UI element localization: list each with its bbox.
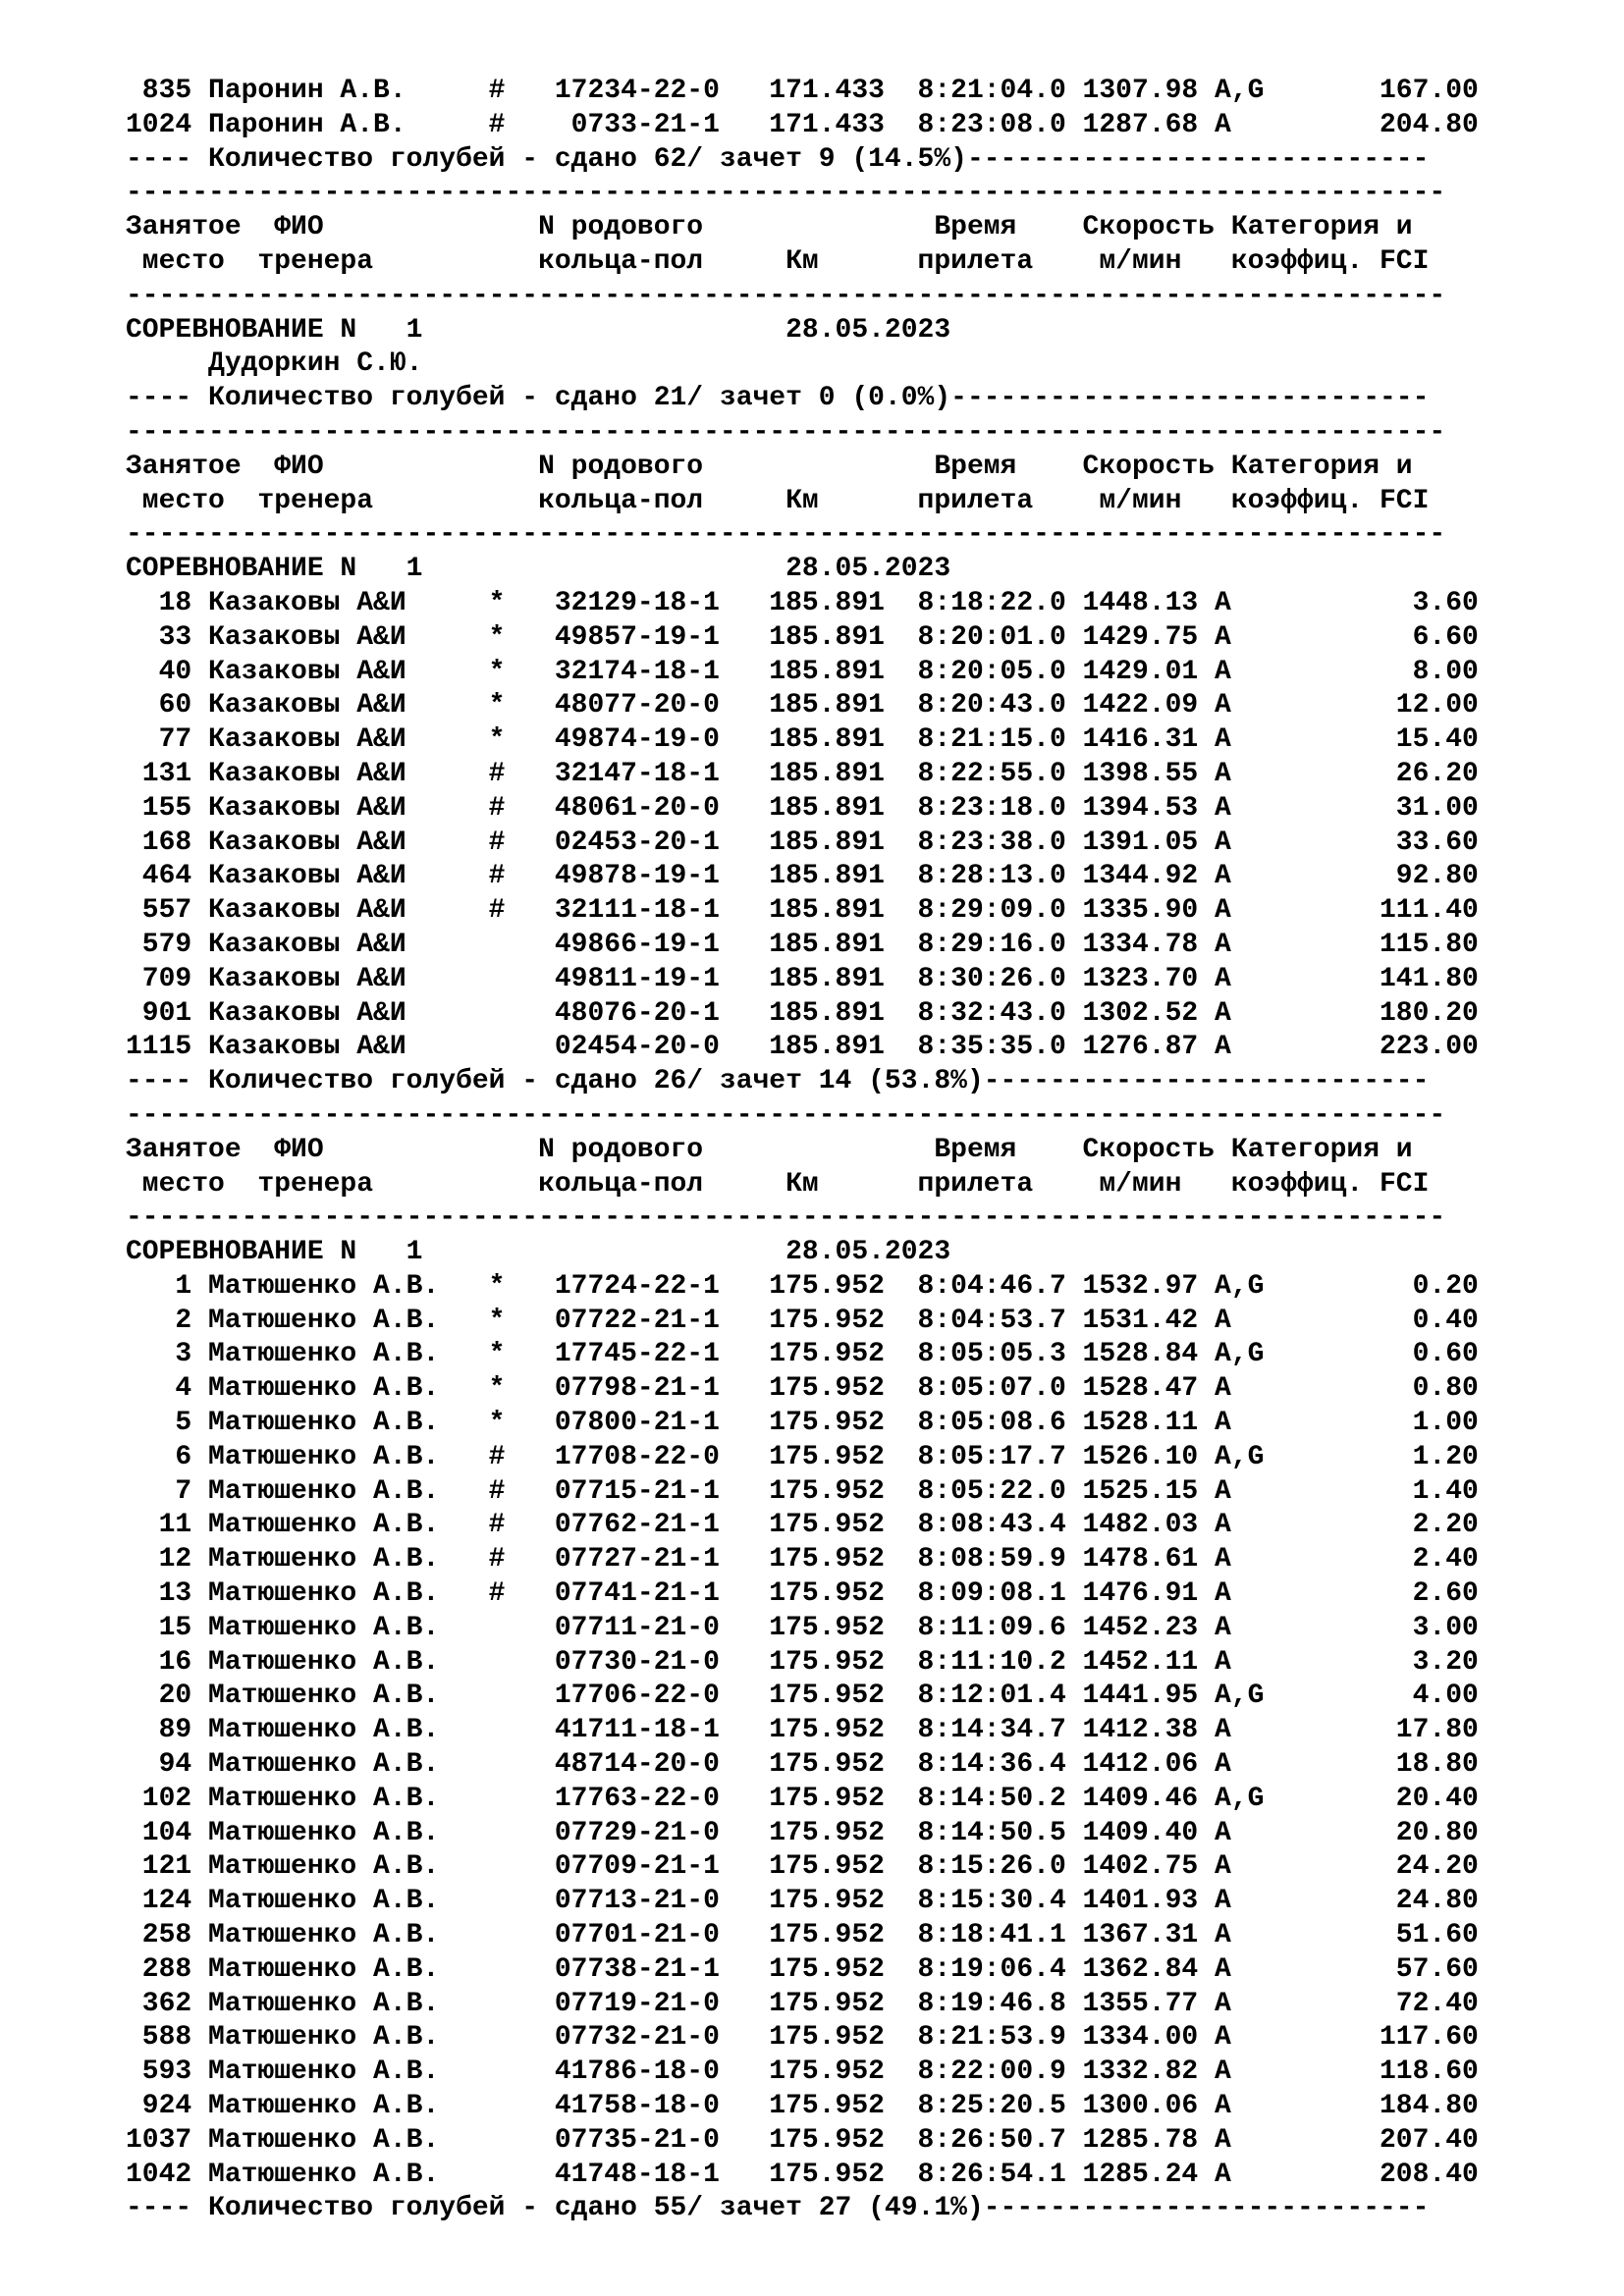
text-line: 6 Матюшенко А.В. # 17708-22-0 175.952 8:05:17.7 1526.10 A,G 1.20	[126, 1441, 1479, 1472]
text-line: --------------------------------------------------------------------------------	[126, 1099, 1446, 1131]
text-line: 258 Матюшенко А.В. 07701-21-0 175.952 8:18:41.1 1367.31 A 51.60	[126, 1920, 1479, 1951]
text-line: место тренера кольца-пол Км прилета м/мин коэффиц. FCI	[126, 1168, 1430, 1200]
text-line: 1042 Матюшенко А.В. 41748-18-1 175.952 8:26:54.1 1285.24 A 208.40	[126, 2159, 1479, 2190]
text-line: 901 Казаковы А&И 48076-20-1 185.891 8:32:43.0 1302.52 A 180.20	[126, 997, 1479, 1029]
text-line: 924 Матюшенко А.В. 41758-18-0 175.952 8:25:20.5 1300.06 A 184.80	[126, 2091, 1479, 2122]
text-line: 7 Матюшенко А.В. # 07715-21-1 175.952 8:05:22.0 1525.15 A 1.40	[126, 1475, 1479, 1507]
text-line: ---- Количество голубей - сдано 62/ зачет 9 (14.5%)----------------------------	[126, 143, 1430, 175]
text-line: 104 Матюшенко А.В. 07729-21-0 175.952 8:14:50.5 1409.40 A 20.80	[126, 1817, 1479, 1848]
text-line: 94 Матюшенко А.В. 48714-20-0 175.952 8:14:36.4 1412.06 A 18.80	[126, 1749, 1479, 1781]
text-line: 102 Матюшенко А.В. 17763-22-0 175.952 8:14:50.2 1409.46 A,G 20.40	[126, 1783, 1479, 1814]
text-line: 579 Казаковы А&И 49866-19-1 185.891 8:29:16.0 1334.78 A 115.80	[126, 929, 1479, 960]
text-line: 362 Матюшенко А.В. 07719-21-0 175.952 8:19:46.8 1355.77 A 72.40	[126, 1988, 1479, 2019]
text-line: 4 Матюшенко А.В. * 07798-21-1 175.952 8:05:07.0 1528.47 A 0.80	[126, 1373, 1479, 1405]
text-line: 13 Матюшенко А.В. # 07741-21-1 175.952 8:09:08.1 1476.91 A 2.60	[126, 1578, 1479, 1610]
text-line: 5 Матюшенко А.В. * 07800-21-1 175.952 8:05:08.6 1528.11 A 1.00	[126, 1408, 1479, 1439]
text-line: Занятое ФИО N родового Время Скорость Категория и	[126, 212, 1413, 243]
text-line: 835 Паронин А.В. # 17234-22-0 171.433 8:21:04.0 1307.98 A,G 167.00	[126, 76, 1479, 106]
text-line: 1037 Матюшенко А.В. 07735-21-0 175.952 8:26:50.7 1285.78 A 207.40	[126, 2124, 1479, 2156]
text-line: 557 Казаковы А&И # 32111-18-1 185.891 8:29:09.0 1335.90 A 111.40	[126, 895, 1479, 927]
text-line: 155 Казаковы А&И # 48061-20-0 185.891 8:23:18.0 1394.53 A 31.00	[126, 792, 1479, 824]
text-line: 121 Матюшенко А.В. 07709-21-1 175.952 8:15:26.0 1402.75 A 24.20	[126, 1851, 1479, 1883]
text-line: 464 Казаковы А&И # 49878-19-1 185.891 8:28:13.0 1344.92 A 92.80	[126, 861, 1479, 892]
text-line: СОРЕВНОВАНИЕ N 1 28.05.2023	[126, 1237, 951, 1268]
text-line: 77 Казаковы А&И * 49874-19-0 185.891 8:21:15.0 1416.31 A 15.40	[126, 724, 1479, 756]
text-line: ---- Количество голубей - сдано 26/ зачет 14 (53.8%)---------------------------	[126, 1066, 1430, 1097]
text-line: Занятое ФИО N родового Время Скорость Категория и	[126, 451, 1413, 482]
text-line: --------------------------------------------------------------------------------	[126, 178, 1446, 209]
text-line: 33 Казаковы А&И * 49857-19-1 185.891 8:20:01.0 1429.75 A 6.60	[126, 621, 1479, 653]
text-line: --------------------------------------------------------------------------------	[126, 519, 1446, 551]
text-line: 709 Казаковы А&И 49811-19-1 185.891 8:30:26.0 1323.70 A 141.80	[126, 963, 1479, 994]
text-line: 1115 Казаковы А&И 02454-20-0 185.891 8:35:35.0 1276.87 A 223.00	[126, 1032, 1479, 1063]
text-line: 131 Казаковы А&И # 32147-18-1 185.891 8:22:55.0 1398.55 A 26.20	[126, 758, 1479, 789]
text-line: 12 Матюшенко А.В. # 07727-21-1 175.952 8:08:59.9 1478.61 A 2.40	[126, 1544, 1479, 1575]
text-line: 11 Матюшенко А.В. # 07762-21-1 175.952 8:08:43.4 1482.03 A 2.20	[126, 1510, 1479, 1541]
text-line: Дудоркин С.Ю.	[126, 348, 423, 380]
text-line: 18 Казаковы А&И * 32129-18-1 185.891 8:18:22.0 1448.13 A 3.60	[126, 587, 1479, 618]
text-line: --------------------------------------------------------------------------------	[126, 280, 1446, 311]
text-line: 40 Казаковы А&И * 32174-18-1 185.891 8:20:05.0 1429.01 A 8.00	[126, 656, 1479, 687]
text-line: 288 Матюшенко А.В. 07738-21-1 175.952 8:19:06.4 1362.84 A 57.60	[126, 1953, 1479, 1985]
text-line: СОРЕВНОВАНИЕ N 1 28.05.2023	[126, 314, 951, 346]
text-line: СОРЕВНОВАНИЕ N 1 28.05.2023	[126, 554, 951, 585]
text-line: 3 Матюшенко А.В. * 17745-22-1 175.952 8:05:05.3 1528.84 A,G 0.60	[126, 1339, 1479, 1370]
text-line: место тренера кольца-пол Км прилета м/мин коэффиц. FCI	[126, 485, 1430, 516]
text-line: 89 Матюшенко А.В. 41711-18-1 175.952 8:14:34.7 1412.38 A 17.80	[126, 1715, 1479, 1746]
text-line: 16 Матюшенко А.В. 07730-21-0 175.952 8:11:10.2 1452.11 A 3.20	[126, 1646, 1479, 1678]
text-line: место тренера кольца-пол Км прилета м/мин коэффиц. FCI	[126, 245, 1430, 277]
text-line: Занятое ФИО N родового Время Скорость Категория и	[126, 1134, 1413, 1165]
text-line: ---- Количество голубей - сдано 55/ зачет 27 (49.1%)---------------------------	[126, 2193, 1430, 2224]
results-document	[126, 75, 1598, 2226]
text-line: 1 Матюшенко А.В. * 17724-22-1 175.952 8:04:46.7 1532.97 A,G 0.20	[126, 1270, 1479, 1302]
text-line: ---- Количество голубей - сдано 21/ зачет 0 (0.0%)-----------------------------	[126, 383, 1430, 414]
text-line: --------------------------------------------------------------------------------	[126, 416, 1446, 448]
text-line: 60 Казаковы А&И * 48077-20-0 185.891 8:20:43.0 1422.09 A 12.00	[126, 690, 1479, 721]
text-line: --------------------------------------------------------------------------------	[126, 1202, 1446, 1234]
text-line: 20 Матюшенко А.В. 17706-22-0 175.952 8:12:01.4 1441.95 A,G 4.00	[126, 1681, 1479, 1712]
text-line: 588 Матюшенко А.В. 07732-21-0 175.952 8:21:53.9 1334.00 A 117.60	[126, 2022, 1479, 2054]
text-line: 15 Матюшенко А.В. 07711-21-0 175.952 8:11:09.6 1452.23 A 3.00	[126, 1612, 1479, 1643]
text-line: 1024 Паронин А.В. # 0733-21-1 171.433 8:23:08.0 1287.68 A 204.80	[126, 109, 1479, 140]
text-line: 168 Казаковы А&И # 02453-20-1 185.891 8:23:38.0 1391.05 A 33.60	[126, 827, 1479, 858]
text-line: 124 Матюшенко А.В. 07713-21-0 175.952 8:15:30.4 1401.93 A 24.80	[126, 1886, 1479, 1917]
text-line: 593 Матюшенко А.В. 41786-18-0 175.952 8:22:00.9 1332.82 A 118.60	[126, 2056, 1479, 2088]
text-line: 2 Матюшенко А.В. * 07722-21-1 175.952 8:04:53.7 1531.42 A 0.40	[126, 1305, 1479, 1336]
